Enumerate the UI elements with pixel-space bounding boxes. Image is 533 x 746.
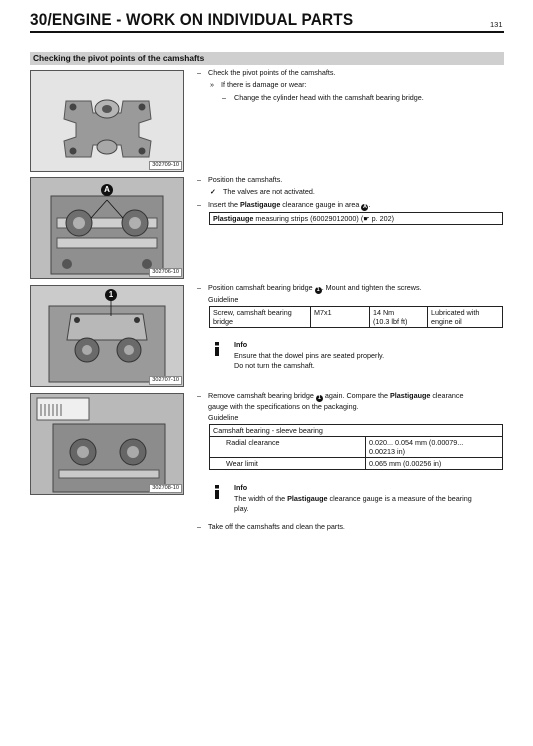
- photo-camshafts-plastigauge: [30, 177, 184, 279]
- tool-reference-text: Plastigauge measuring strips (60029012000) (☛ p. 202): [210, 213, 503, 225]
- check-icon: ✓: [210, 187, 217, 196]
- marker-a-icon: A: [362, 204, 367, 210]
- marker-1-icon: 1: [317, 395, 321, 401]
- info-text: play.: [234, 504, 249, 513]
- info-title: Info: [234, 340, 248, 349]
- info-icon: [212, 485, 222, 499]
- tool-reference-box: [209, 212, 503, 225]
- photo-caption: 302709-10: [149, 161, 182, 170]
- step-text: Position the camshafts.: [208, 175, 283, 184]
- condition-text: The valves are not activated.: [223, 187, 315, 196]
- spec-cell-note: Lubricated with engine oil: [428, 307, 503, 328]
- step-text: Remove camshaft bearing bridge 1 again. Compare the Plastigauge clearance: [208, 391, 464, 401]
- photo-bearing-bridge-mounted: [30, 285, 184, 387]
- step-dash: –: [197, 175, 201, 184]
- photo-caption: 302707-10: [149, 376, 182, 385]
- page-reference-icon: ☛: [363, 214, 370, 223]
- guideline-label: Guideline: [208, 413, 239, 422]
- photo-camshaft-bearing-bridge: [30, 70, 184, 172]
- marker-1-icon: 1: [316, 287, 320, 293]
- spec-row-label: Radial clearance: [210, 437, 366, 458]
- info-text: Ensure that the dowel pins are seated properly.: [234, 351, 385, 360]
- step-text: Check the pivot points of the camshafts.: [208, 68, 336, 77]
- header-divider: [30, 31, 504, 33]
- step-dash: –: [197, 522, 201, 531]
- step-text: Insert the Plastigauge clearance gauge in area A .: [208, 200, 371, 210]
- action-text: Change the cylinder head with the camshaft bearing bridge.: [234, 93, 424, 102]
- page-title: 30/ENGINE - WORK ON INDIVIDUAL PARTS: [30, 11, 354, 29]
- spec-cell-item: Screw, camshaft bearing bridge: [210, 307, 311, 328]
- spec-row-value: 0.020... 0.054 mm (0.00079... 0.00213 in): [366, 437, 503, 458]
- photo-caption: 302706-10: [149, 268, 182, 277]
- sub-dash: –: [222, 93, 226, 102]
- step-dash: –: [197, 283, 201, 292]
- gauge-compare-illustration: [31, 394, 183, 494]
- step-dash: –: [197, 391, 201, 400]
- step-dash: –: [197, 68, 201, 77]
- section-title: Checking the pivot points of the camshafts: [33, 53, 205, 63]
- marker-a: A: [101, 184, 113, 196]
- condition-marker: »: [210, 80, 214, 89]
- guideline-label: Guideline: [208, 295, 239, 304]
- marker-1: 1: [105, 289, 117, 301]
- step-text: Position camshaft bearing bridge 1 . Mount and tighten the screws.: [208, 283, 422, 293]
- step-text: Take off the camshafts and clean the parts.: [208, 522, 345, 531]
- clearance-spec-table: [209, 424, 503, 470]
- info-text: Do not turn the camshaft.: [234, 361, 315, 370]
- page-number: 131: [490, 20, 503, 29]
- info-text: The width of the Plastigauge clearance gauge is a measure of the bearing: [234, 494, 472, 503]
- spec-cell-thread: M7x1: [311, 307, 370, 328]
- info-title: Info: [234, 483, 248, 492]
- bearing-bridge-illustration: [31, 71, 183, 171]
- torque-spec-table: [209, 306, 503, 328]
- step-text: gauge with the specifications on the packaging.: [208, 402, 359, 411]
- photo-caption: 302708-10: [149, 484, 182, 493]
- spec-row-label: Wear limit: [210, 458, 366, 470]
- photo-compare-clearance-gauge: [30, 393, 184, 495]
- step-dash: –: [197, 200, 201, 209]
- spec-row-value: 0.065 mm (0.00256 in): [366, 458, 503, 470]
- section-heading-bar: [30, 52, 504, 65]
- spec-table-header: Camshaft bearing - sleeve bearing: [210, 425, 503, 437]
- bridge-mounted-illustration: [31, 286, 183, 386]
- spec-cell-torque: 14 Nm (10.3 lbf ft): [370, 307, 428, 328]
- condition-text: If there is damage or wear:: [221, 80, 307, 89]
- info-icon: [212, 342, 222, 356]
